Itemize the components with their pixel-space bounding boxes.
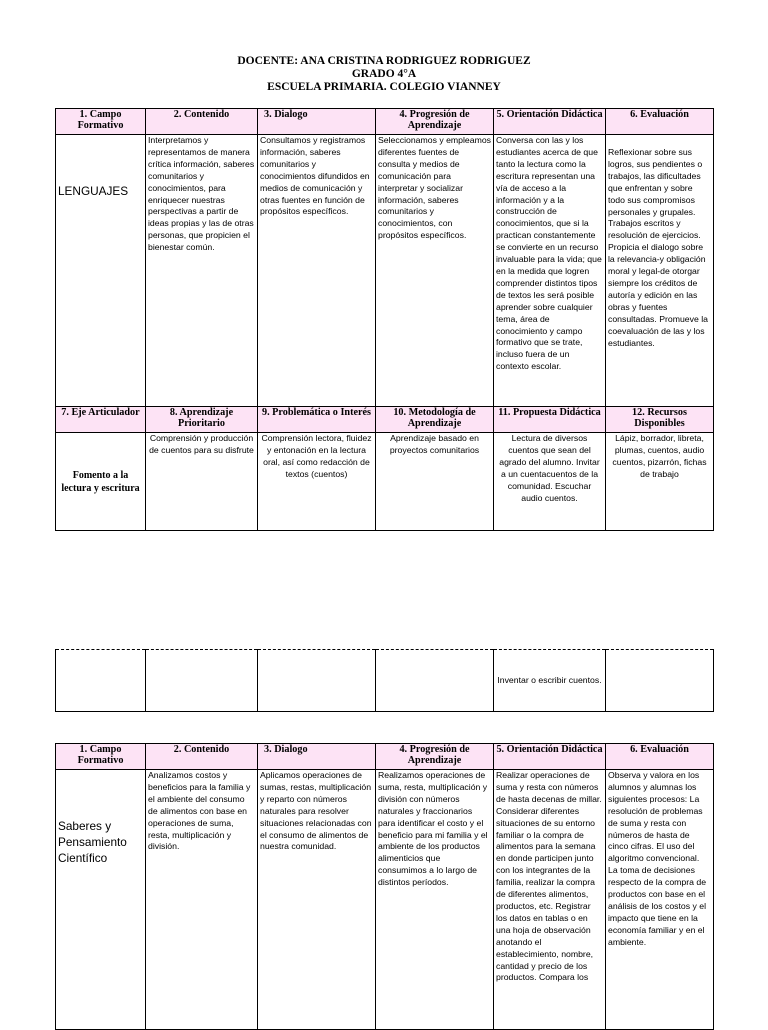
col-header-metodologia: 10. Metodología de Aprendizaje bbox=[376, 407, 494, 433]
col-header-campo: 1. Campo Formativo bbox=[56, 744, 146, 770]
header-row bbox=[56, 744, 714, 770]
col-header-progresion: 4. Progresión de Aprendizaje bbox=[376, 109, 494, 135]
recursos-cell: Lápiz, borrador, libreta, plumas, cuentos, audio cuentos, pizarrón, fichas de trabajo bbox=[606, 433, 714, 531]
col-header-aprendizaje: 8. Aprendizaje Prioritario bbox=[146, 407, 258, 433]
planning-table-saberes bbox=[55, 743, 714, 1030]
empty-cell bbox=[376, 650, 494, 712]
propuesta-cell: Lectura de diversos cuentos que sean del agrado del alumno. Invitar a un cuentacuentos de la comunidad. Escuchar audio cuentos. bbox=[494, 433, 606, 531]
teacher-name: DOCENTE: ANA CRISTINA RODRIGUEZ RODRIGUEZ bbox=[237, 55, 531, 67]
orientacion-cell: Conversa con las y los estudiantes acerca de que tanto la lectura como la escritura representan una vía de acceso a la información y a la construcción de conocimientos, que si la practican constantemente se convierte en un recurso invaluable para la vida; que en la medida que logren comprender distintos tipos de textos les será posible aprender sobre cualquier tema, área de conocimiento y campo formativo que se trate, incluso fuera de un contexto escolar. bbox=[494, 135, 606, 407]
contenido-cell: Analizamos costos y beneficios para la familia y el ambiente del consumo de alimentos con base en operaciones de suma, resta, multiplicación y división. bbox=[146, 770, 258, 1030]
header-row bbox=[56, 109, 714, 135]
problematica-cell: Comprensión lectora, fluidez y entonación en la lectura oral, así como redacción de textos (cuentos) bbox=[258, 433, 376, 531]
header-row-2 bbox=[56, 407, 714, 433]
col-header-propuesta: 11. Propuesta Didáctica bbox=[494, 407, 606, 433]
col-header-progresion: 4. Progresión de Aprendizaje bbox=[376, 744, 494, 770]
progresion-cell: Realizamos operaciones de suma, resta, multiplicación y división con números naturales y fraccionarios para identificar el costo y el beneficio para mi familia y el ambiente de los productos alimenticios que consumimos a lo largo de distintos períodos. bbox=[376, 770, 494, 1030]
empty-cell bbox=[56, 650, 146, 712]
dialogo-cell: Consultamos y registramos información, saberes comunitarios y conocimientos difundidos en medios de comunicación y otras fuentes en función de propósitos específicos. bbox=[258, 135, 376, 407]
col-header-contenido: 2. Contenido bbox=[146, 109, 258, 135]
col-header-orientacion: 5. Orientación Didáctica bbox=[494, 109, 606, 135]
aprendizaje-cell: Comprensión y producción de cuentos para su disfrute bbox=[146, 433, 258, 531]
continuation-table bbox=[55, 649, 714, 712]
col-header-evaluacion: 6. Evaluación bbox=[606, 744, 714, 770]
empty-cell bbox=[606, 650, 714, 712]
planning-table-lenguajes bbox=[55, 108, 714, 531]
grade: GRADO 4°A bbox=[351, 68, 417, 80]
col-header-problematica: 9. Problemática o Interés bbox=[258, 407, 376, 433]
dialogo-cell: Aplicamos operaciones de sumas, restas, multiplicación y reparto con números naturales para resolver situaciones relacionadas con el consumo de alimentos de nuestra comunidad. bbox=[258, 770, 376, 1030]
col-header-evaluacion: 6. Evaluación bbox=[606, 109, 714, 135]
evaluacion-cell: Reflexionar sobre sus logros, sus pendientes o trabajos, las dificultades que enfrentan y sobre todo sus compromisos personales y grupales. Trabajos escritos y resolución de ejercicios. Propicia el dialogo sobre la relevancia-y obligación moral y legal-de otorgar siempre los créditos de autoría y edición en las obras y fuentes consultadas. Promueve la coevaluación de las y los estudiantes. bbox=[606, 135, 714, 407]
col-header-dialogo: 3. Dialogo bbox=[258, 109, 376, 135]
document-header bbox=[0, 55, 768, 94]
propuesta-continuation-cell: Inventar o escribir cuentos. bbox=[494, 650, 606, 712]
content-row bbox=[56, 770, 714, 1030]
campo-formativo-cell: Saberes y Pensamiento Científico bbox=[56, 770, 146, 1030]
col-header-contenido: 2. Contenido bbox=[146, 744, 258, 770]
col-header-campo: 1. Campo Formativo bbox=[56, 109, 146, 135]
detail-row bbox=[56, 433, 714, 531]
metodologia-cell: Aprendizaje basado en proyectos comunitarios bbox=[376, 433, 494, 531]
progresion-cell: Seleccionamos y empleamos diferentes fuentes de consulta y medios de comunicación para interpretar y socializar información, saberes comunitarios y conocimientos, con propósitos específicos. bbox=[376, 135, 494, 407]
content-row bbox=[56, 135, 714, 407]
evaluacion-cell: Observa y valora en los alumnos y alumnas los siguientes procesos: La resolución de problemas de suma y resta con números de hasta de cinco cifras. El uso del algoritmo convencional. La toma de decisiones respecto de la compra de productos con base en el análisis de los costos y el impacto que tiene en la economía familiar y en el ambiente. bbox=[606, 770, 714, 1030]
campo-formativo-cell: LENGUAJES bbox=[56, 135, 146, 407]
col-header-orientacion: 5. Orientación Didáctica bbox=[494, 744, 606, 770]
col-header-eje: 7. Eje Articulador bbox=[56, 407, 146, 433]
eje-articulador-cell: Fomento a la lectura y escritura bbox=[56, 433, 146, 531]
col-header-dialogo: 3. Dialogo bbox=[258, 744, 376, 770]
col-header-recursos: 12. Recursos Disponibles bbox=[606, 407, 714, 433]
continuation-row bbox=[56, 650, 714, 712]
empty-cell bbox=[146, 650, 258, 712]
empty-cell bbox=[258, 650, 376, 712]
orientacion-cell: Realizar operaciones de suma y resta con números de hasta decenas de millar. Considerar diferentes situaciones de su entorno familiar o la compra de alimentos para la semana en donde participen junto con los integrantes de la familia, realizar la compra de diferentes alimentos, productos, etc. Registrar los datos en tablas o en una hoja de observación anotando el establecimiento, nombre, cantidad y precio de los productos. Compara los bbox=[494, 770, 606, 1030]
school-name: ESCUELA PRIMARIA. COLEGIO VIANNEY bbox=[267, 81, 501, 93]
contenido-cell: Interpretamos y representamos de manera crítica información, saberes comunitarios y conocimientos, para enriquecer nuestras perspectivas a partir de ideas propias y las de otras personas, que propicien el bienestar común. bbox=[146, 135, 258, 407]
